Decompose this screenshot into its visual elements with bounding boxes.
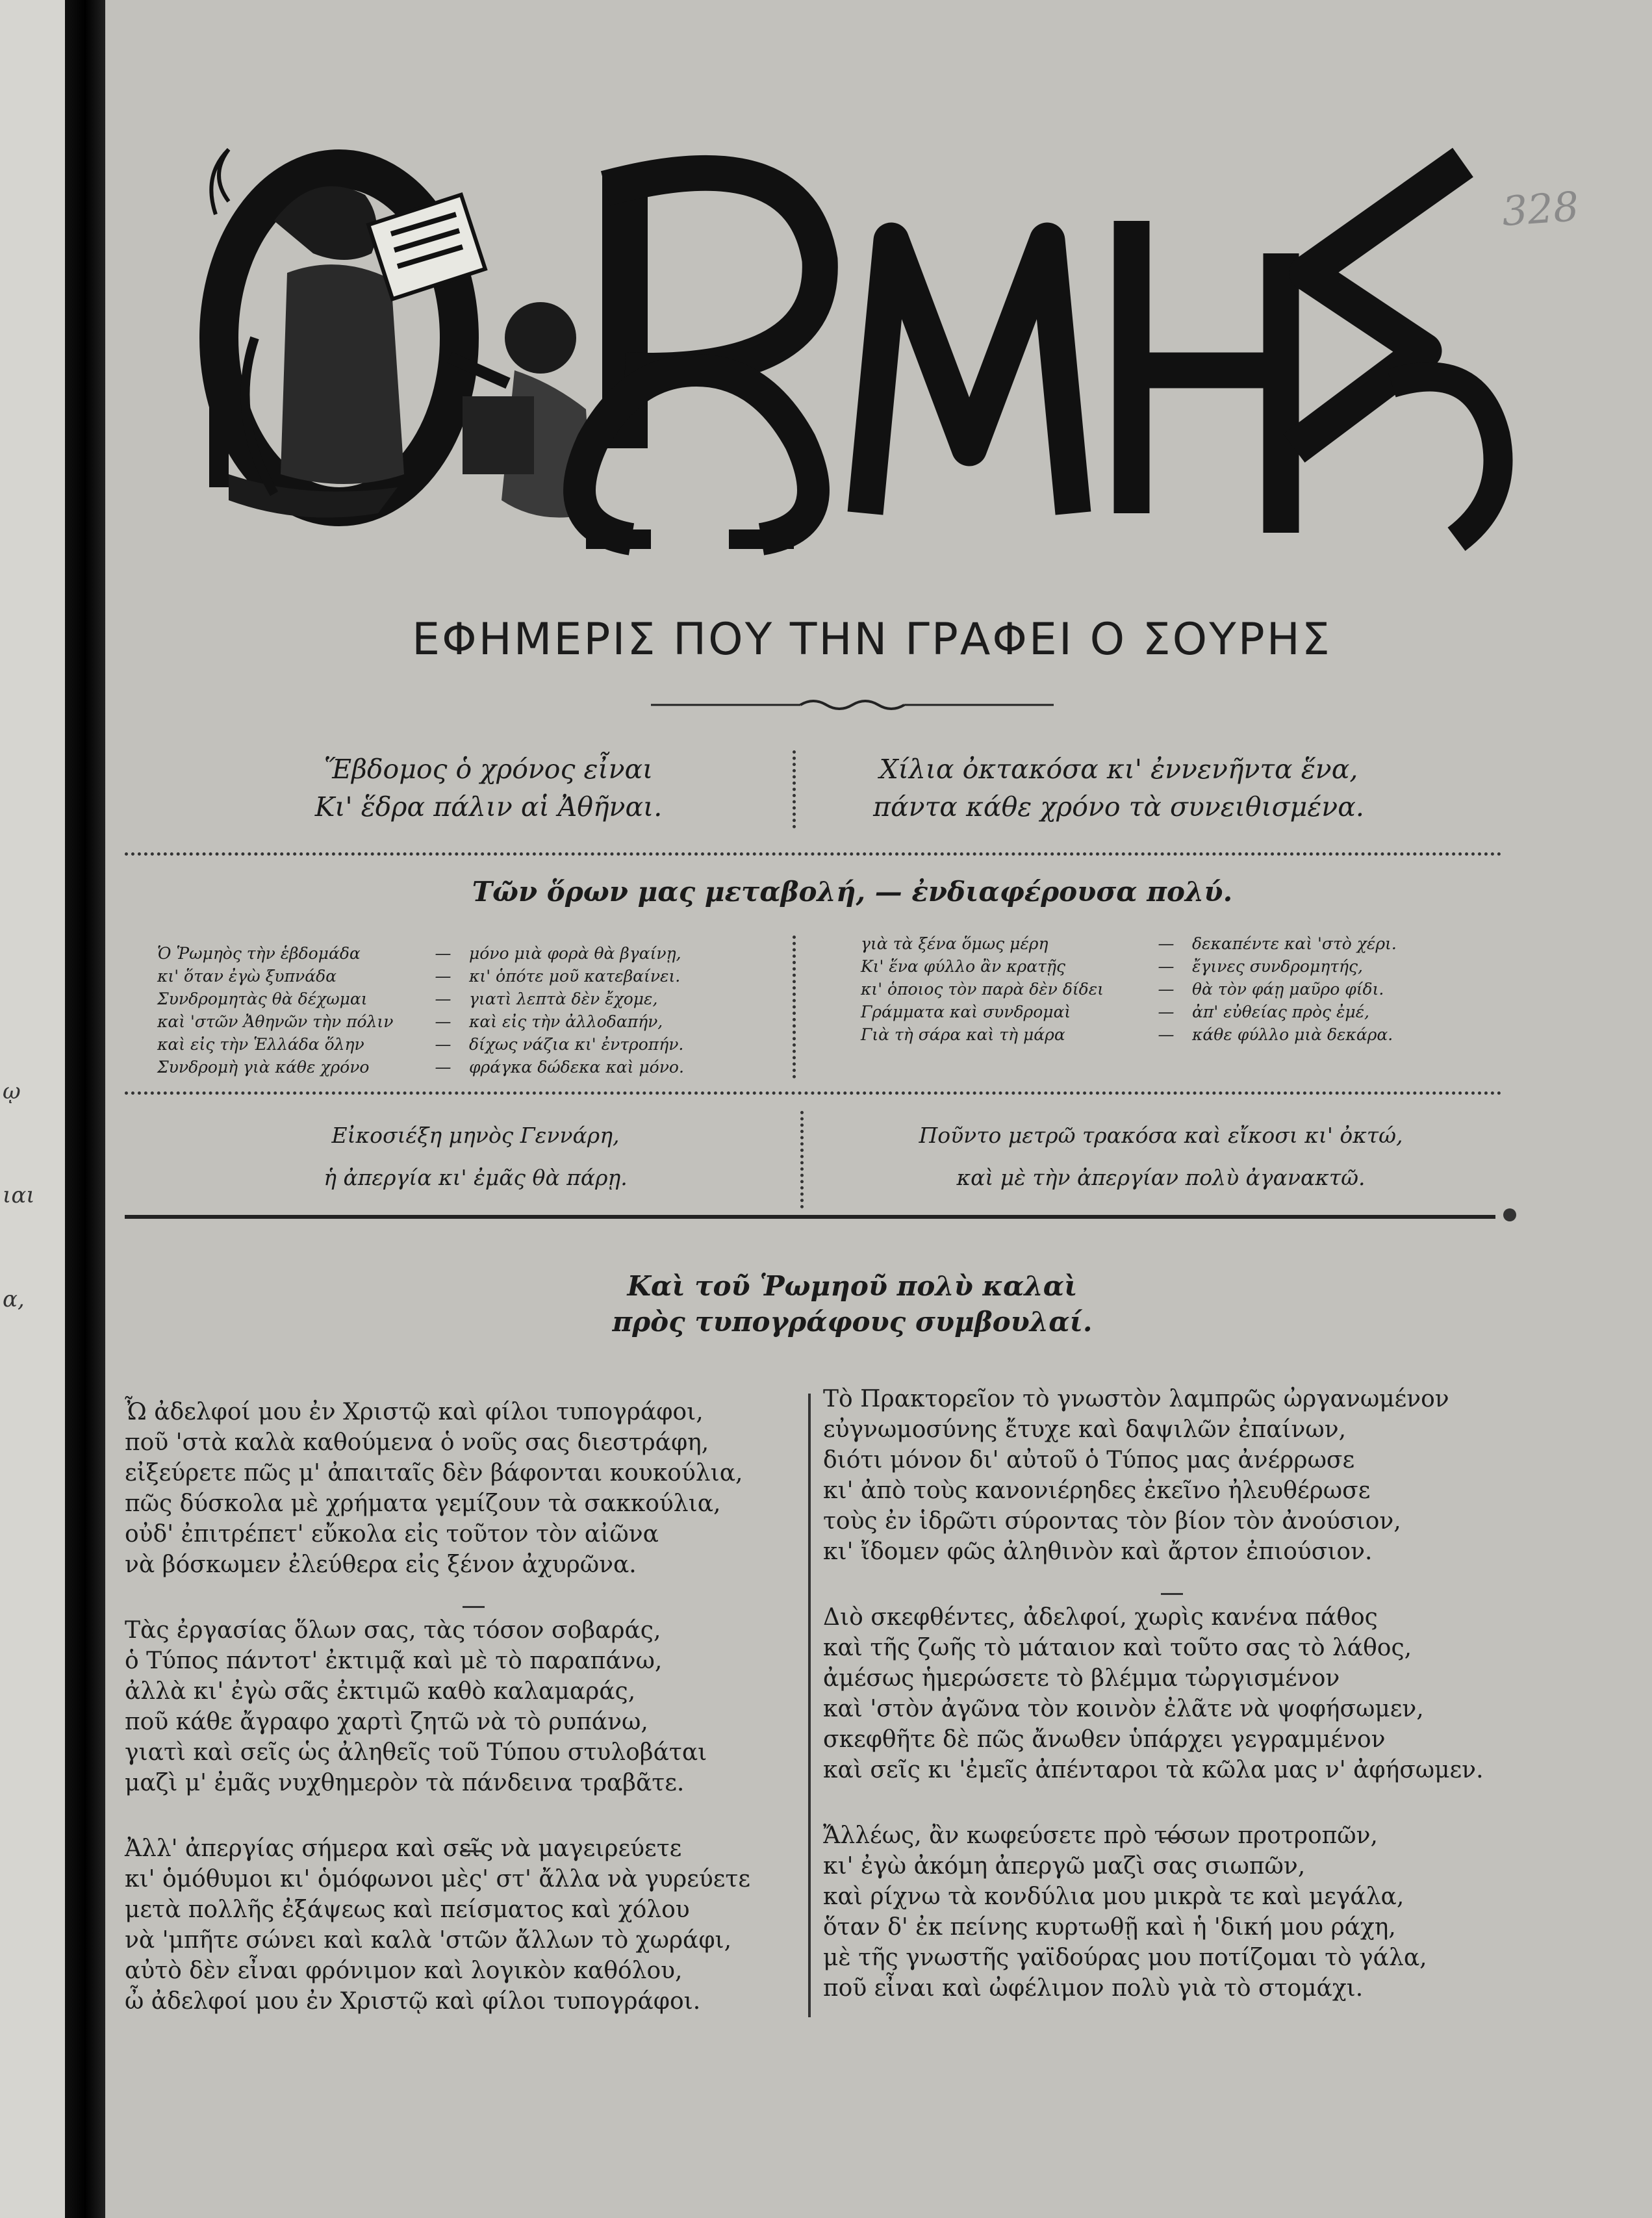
notice-line: Ποῦντο μετρῶ τρακόσα καὶ εἴκοσι κι' ὀκτώ,	[919, 1123, 1403, 1148]
stanza	[125, 1615, 781, 1798]
term-label: γιὰ τὰ ξένα ὅμως μέρη	[861, 934, 1048, 953]
verse-line: καὶ 'στὸν ἀγῶνα τὸν κοινὸν ἐλᾶτε νὰ ψοφήσωμεν,	[823, 1696, 1424, 1722]
verse-line: τοὺς ἐν ἱδρῶτι σύροντας τὸν βίον τὸν ἀνούσιον,	[823, 1508, 1401, 1535]
term-label: Κι' ἕνα φύλλο ἂν κρατῇς	[861, 957, 1065, 976]
term-dash: —	[1158, 934, 1175, 953]
stanza-separator	[1161, 1837, 1183, 1839]
term-value: δεκαπέντε καὶ 'στὸ χέρι.	[1192, 934, 1397, 953]
verse-line: Ἀλλ' ἀπεργίας σήμερα καὶ σεῖς νὰ μαγειρεύετε	[125, 1835, 682, 1862]
verse-line: ποῦ εἶναι καὶ ὠφέλιμον πολὺ γιὰ τὸ στομάχι.	[823, 1975, 1364, 2002]
book-spine	[65, 0, 105, 2218]
term-label: Συνδρομητὰς θὰ δέχωμαι	[157, 989, 368, 1008]
verse-line: σκεφθῆτε δὲ πῶς ἄνωθεν ὑπάρχει γεγραμμένον	[823, 1726, 1386, 1753]
verse-line: ποῦ 'στὰ καλὰ καθούμενα ὁ νοῦς σας διεστράφη,	[125, 1429, 709, 1456]
terms-title: Τῶν ὅρων μας μεταβολή, — ἐνδιαφέρουσα πολύ.	[472, 876, 1233, 908]
terms-right	[861, 932, 1397, 1046]
article-column-left	[125, 1397, 781, 2052]
masthead-logo	[177, 123, 1541, 565]
term-dash: —	[435, 1058, 451, 1077]
verse-line: καὶ σεῖς κι 'ἐμεῖς ἀπένταροι τὰ κῶλα μας ν' ἀφήσωμεν.	[823, 1757, 1484, 1783]
stanza	[823, 1820, 1479, 2004]
term-value: κι' ὁπότε μοῦ κατεβαίνει.	[469, 967, 681, 986]
verse-line: πῶς δύσκολα μὲ χρήματα γεμίζουν τὰ σακκούλια,	[125, 1490, 721, 1517]
verse-line: κι' ὁμόθυμοι κι' ὁμόφωνοι μὲς' στ' ἄλλα νὰ γυρεύετε	[125, 1866, 750, 1893]
verse-line: εὐγνωμοσύνης ἔτυχε καὶ δαψιλῶν ἐπαίνων,	[823, 1416, 1347, 1443]
term-label: Γιὰ τὴ σάρα καὶ τὴ μάρα	[861, 1025, 1065, 1044]
header-verse-left	[196, 750, 781, 826]
term-value: κάθε φύλλο μιὰ δεκάρα.	[1192, 1025, 1393, 1044]
strike-notice-right	[852, 1114, 1469, 1199]
term-dash: —	[1158, 1025, 1175, 1044]
verse-line: οὐδ' ἐπιτρέπετ' εὔκολα εἰς τοῦτον τὸν αἰῶνα	[125, 1521, 659, 1548]
term-label: κι' ὅταν ἐγὼ ξυπνάδα	[157, 967, 337, 986]
term-value: ἔγινες συνδρομητής,	[1192, 957, 1363, 976]
verse-line: ποῦ κάθε ἄγραφο χαρτὶ ζητῶ νὰ τὸ ρυπάνω,	[125, 1709, 648, 1735]
verse-line: Χίλια ὀκτακόσα κι' ἐννενῆντα ἕνα,	[879, 754, 1358, 785]
article-title-line: Καὶ τοῦ Ῥωμηοῦ πολὺ καλαὶ	[627, 1270, 1078, 1302]
verse-line: ὁ Τύπος πάντοτ' ἐκτιμᾷ καὶ μὲ τὸ παραπάνω,	[125, 1648, 663, 1674]
term-label: Συνδρομὴ γιὰ κάθε χρόνο	[157, 1058, 370, 1077]
adjacent-page-fragment: ῳ	[3, 1078, 21, 1104]
verse-line: κι' ἐγὼ ἀκόμη ἀπεργῶ μαζὶ σας σιωπῶν,	[823, 1853, 1306, 1880]
verse-line: εἰξεύρετε πῶς μ' ἀπαιταῖς δὲν βάφονται κουκούλια,	[125, 1460, 743, 1486]
dotted-rule	[125, 852, 1502, 856]
term-dash: —	[435, 967, 451, 986]
notice-line: ἡ ἀπεργία κι' ἐμᾶς θὰ πάρῃ.	[324, 1165, 628, 1190]
adjacent-page-fragment: α,	[3, 1286, 25, 1312]
column-rule	[808, 1394, 811, 2017]
verse-line: Κι' ἕδρα πάλιν αἱ Ἀθῆναι.	[314, 791, 663, 822]
adjacent-page-fragment: ιαι	[3, 1182, 35, 1208]
verse-line: ὦ ἀδελφοί μου ἐν Χριστῷ καὶ φίλοι τυπογράφοι.	[125, 1988, 701, 2015]
vertical-dotted-divider	[793, 936, 796, 1078]
verse-line: πάντα κάθε χρόνο τὰ συνειθισμένα.	[873, 791, 1364, 822]
article-column-right	[823, 1384, 1484, 2039]
stanza	[125, 1833, 781, 2017]
verse-line: ὅταν δ' ἐκ πείνης κυρτωθῇ καὶ ἡ 'δική μου ράχη,	[823, 1914, 1396, 1941]
term-dash: —	[1158, 1002, 1175, 1021]
verse-line: Τὰς ἐργασίας ὅλων σας, τὰς τόσον σοβαράς,	[125, 1617, 661, 1644]
stanza-separator	[1161, 1593, 1183, 1595]
dotted-rule	[125, 1091, 1502, 1095]
term-value: θὰ τὸν φάῃ μαῦρο φίδι.	[1192, 980, 1384, 999]
notice-line: Εἰκοσιέξη μηνὸς Γεννάρη,	[331, 1123, 620, 1148]
term-dash: —	[435, 1012, 451, 1031]
verse-line: διότι μόνον δι' αὐτοῦ ὁ Τύπος μας ἀνέρρωσε	[823, 1447, 1355, 1473]
verse-line: κι' ἴδομεν φῶς ἀληθινὸν καὶ ἄρτον ἐπιούσιον.	[823, 1538, 1373, 1565]
term-value: γιατὶ λεπτὰ δὲν ἔχομε,	[469, 989, 658, 1008]
verse-line: Ἄλλέως, ἂν κωφεύσετε πρὸ τόσων προτροπῶν,	[823, 1822, 1378, 1849]
newspaper-page	[105, 0, 1652, 2218]
term-label: καὶ 'στῶν Ἀθηνῶν τὴν πόλιν	[157, 1012, 394, 1031]
stanza-separator	[463, 1606, 485, 1608]
verse-line: καὶ τῆς ζωῆς τὸ μάταιον καὶ τοῦτο σας τὸ λάθος,	[823, 1635, 1412, 1661]
term-value: δίχως νάζια κι' ἐντροπήν.	[469, 1035, 684, 1054]
term-value: καὶ εἰς τὴν ἀλλοδαπήν,	[469, 1012, 663, 1031]
term-label: καὶ εἰς τὴν Ἑλλάδα ὅλην	[157, 1035, 364, 1054]
term-value: ἀπ' εὐθείας πρὸς ἐμέ,	[1192, 1002, 1369, 1021]
verse-line: Ἕβδομος ὁ χρόνος εἶναι	[324, 754, 654, 785]
stanza	[125, 1397, 781, 1580]
verse-line: μὲ τῆς γνωστῆς γαϊδούρας μου ποτίζομαι τὸ γάλα,	[823, 1944, 1427, 1971]
header-verse-right	[826, 750, 1411, 826]
verse-line: Ὦ ἀδελφοί μου ἐν Χριστῷ καὶ φίλοι τυπογράφοι,	[125, 1399, 704, 1425]
ornament-divider	[651, 695, 1054, 715]
stanza	[823, 1384, 1479, 1567]
verse-line: νὰ βόσκωμεν ἐλεύθερα εἰς ξένον ἀχυρῶνα.	[125, 1551, 637, 1578]
term-label: Γράμματα καὶ συνδρομαὶ	[861, 1002, 1071, 1021]
article-title-line: πρὸς τυπογράφους συμβουλαί.	[612, 1306, 1093, 1338]
ink-dot	[1503, 1208, 1516, 1221]
stanza	[823, 1602, 1484, 1785]
verse-line: γιατὶ καὶ σεῖς ὡς ἀληθεῖς τοῦ Τύπου στυλοβάται	[125, 1739, 707, 1766]
verse-line: ἀμέσως ἡμερώσετε τὸ βλέμμα τὠργισμένον	[823, 1665, 1340, 1692]
term-value: φράγκα δώδεκα καὶ μόνο.	[469, 1058, 684, 1077]
verse-line: νὰ 'μπῆτε σώνει καὶ καλὰ 'στῶν ἄλλων τὸ χωράφι,	[125, 1927, 732, 1954]
term-dash: —	[435, 944, 451, 963]
verse-line: ἀλλὰ κι' ἐγὼ σᾶς ἐκτιμῶ καθὸ καλαμαράς,	[125, 1678, 636, 1705]
vertical-dotted-divider	[800, 1111, 804, 1208]
vertical-dotted-divider	[793, 750, 796, 828]
verse-line: μαζὶ μ' ἐμᾶς νυχθημερὸν τὰ πάνδεινα τραβᾶτε.	[125, 1770, 685, 1796]
verse-line: καὶ ρίχνω τὰ κονδύλια μου μικρὰ τε καὶ μεγάλα,	[823, 1883, 1404, 1910]
notice-line: καὶ μὲ τὴν ἀπεργίαν πολὺ ἀγανακτῶ.	[956, 1165, 1366, 1190]
verse-line: αὐτὸ δὲν εἶναι φρόνιμον καὶ λογικὸν καθόλου,	[125, 1957, 683, 1984]
term-dash: —	[1158, 980, 1175, 999]
terms-left	[157, 942, 684, 1078]
section-rule	[125, 1215, 1495, 1219]
pencil-page-number: 328	[1500, 182, 1581, 236]
verse-line: μετὰ πολλῆς ἐξάψεως καὶ πείσματος καὶ χόλου	[125, 1896, 690, 1923]
masthead-subtitle: ΕΦΗΜΕΡΙΣ ΠΟΥ ΤΗΝ ΓΡΑΦΕΙ Ο ΣΟΥΡΗΣ	[412, 614, 1332, 665]
term-dash: —	[1158, 957, 1175, 976]
article-title	[300, 1268, 1404, 1340]
verse-line: Τὸ Πρακτορεῖον τὸ γνωστὸν λαμπρῶς ὠργανωμένον	[823, 1386, 1449, 1412]
term-label: Ὁ Ῥωμηὸς τὴν ἑβδομάδα	[157, 944, 361, 963]
strike-notice-left	[183, 1114, 768, 1199]
verse-line: κι' ἀπὸ τοὺς κανονιέρηδες ἐκεῖνο ἠλευθέρωσε	[823, 1477, 1371, 1504]
stanza-separator	[463, 1850, 485, 1852]
term-dash: —	[435, 989, 451, 1008]
term-dash: —	[435, 1035, 451, 1054]
term-label: κι' ὁποιος τὸν παρὰ δὲν δίδει	[861, 980, 1104, 999]
verse-line: Διὸ σκεφθέντες, ἀδελφοί, χωρὶς κανένα πάθος	[823, 1604, 1378, 1631]
term-value: μόνο μιὰ φορὰ θὰ βγαίνῃ,	[469, 944, 681, 963]
